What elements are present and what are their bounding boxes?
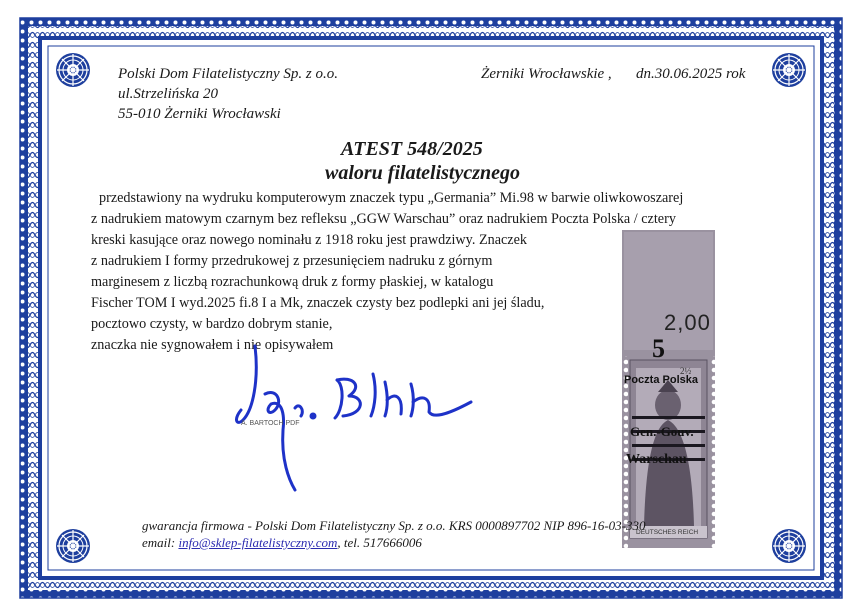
overprint-poczta-polska: Poczta Polska	[624, 374, 698, 386]
body-line: kreski kasujące oraz nowego nominału z 1918 roku jest prawdziwy. Znaczek	[91, 232, 527, 248]
stamp-value-digit: 5	[652, 334, 665, 363]
sender-city: 55-010 Żerniki Wrocławski	[118, 106, 281, 122]
sender-company: Polski Dom Filatelistyczny Sp. z o.o.	[118, 66, 338, 82]
stamp-bottom-text: DEUTSCHES REICH	[636, 529, 699, 536]
body-line: marginesem z liczbą rozrachunkową druk z formy płaskiej, w katalogu	[91, 274, 494, 290]
body-line: przedstawiony na wydruku komputerowym znaczek typu „Germania” Mi.98 w barwie oliwkowoszarej	[99, 190, 684, 206]
signature-stamp-text: A. BARTOCH PDF	[241, 420, 300, 427]
overprint-warschau: Warschau	[626, 452, 687, 467]
body-line: znaczka nie sygnowałem i nie opisywałem	[91, 337, 334, 353]
email-link[interactable]: info@sklep-filatelistyczny.com	[178, 535, 338, 550]
contact-line	[142, 535, 422, 551]
postage-stamp-image	[622, 230, 715, 548]
body-line: Fischer TOM I wyd.2025 fi.8 I a Mk, znaczek czysty bez podlepki ani jej śladu,	[91, 295, 545, 311]
corner-value: 2½	[680, 366, 692, 376]
phone-text: , tel. 517666006	[337, 535, 422, 550]
body-line: pocztowo czysty, w bardzo dobrym stanie,	[91, 316, 333, 332]
overprint-gen-gouv: Gen.-Gouv.	[630, 424, 694, 439]
certificate-number: ATEST 548/2025	[341, 138, 483, 160]
body-line: z nadrukiem matowym czarnym bez refleksu „GGW Warschau” oraz nadrukiem Poczta Polska / cztery	[91, 211, 676, 227]
certificate-subtitle: waloru filatelistycznego	[325, 162, 520, 184]
date: dn.30.06.2025 rok	[636, 66, 746, 82]
margin-number: 2,00	[664, 310, 711, 335]
place: Żerniki Wrocławskie ,	[481, 66, 612, 82]
postage-stamp	[622, 230, 715, 548]
email-label: email:	[142, 535, 176, 550]
sender-street: ul.Strzelińska 20	[118, 86, 218, 102]
body-line: z nadrukiem I formy przedrukowej z przesunięciem nadruku z górnym	[91, 253, 493, 269]
guarantee-line: gwarancja firmowa - Polski Dom Filatelistyczny Sp. z o.o. KRS 0000897702 NIP 896-16-03-330	[142, 518, 646, 533]
